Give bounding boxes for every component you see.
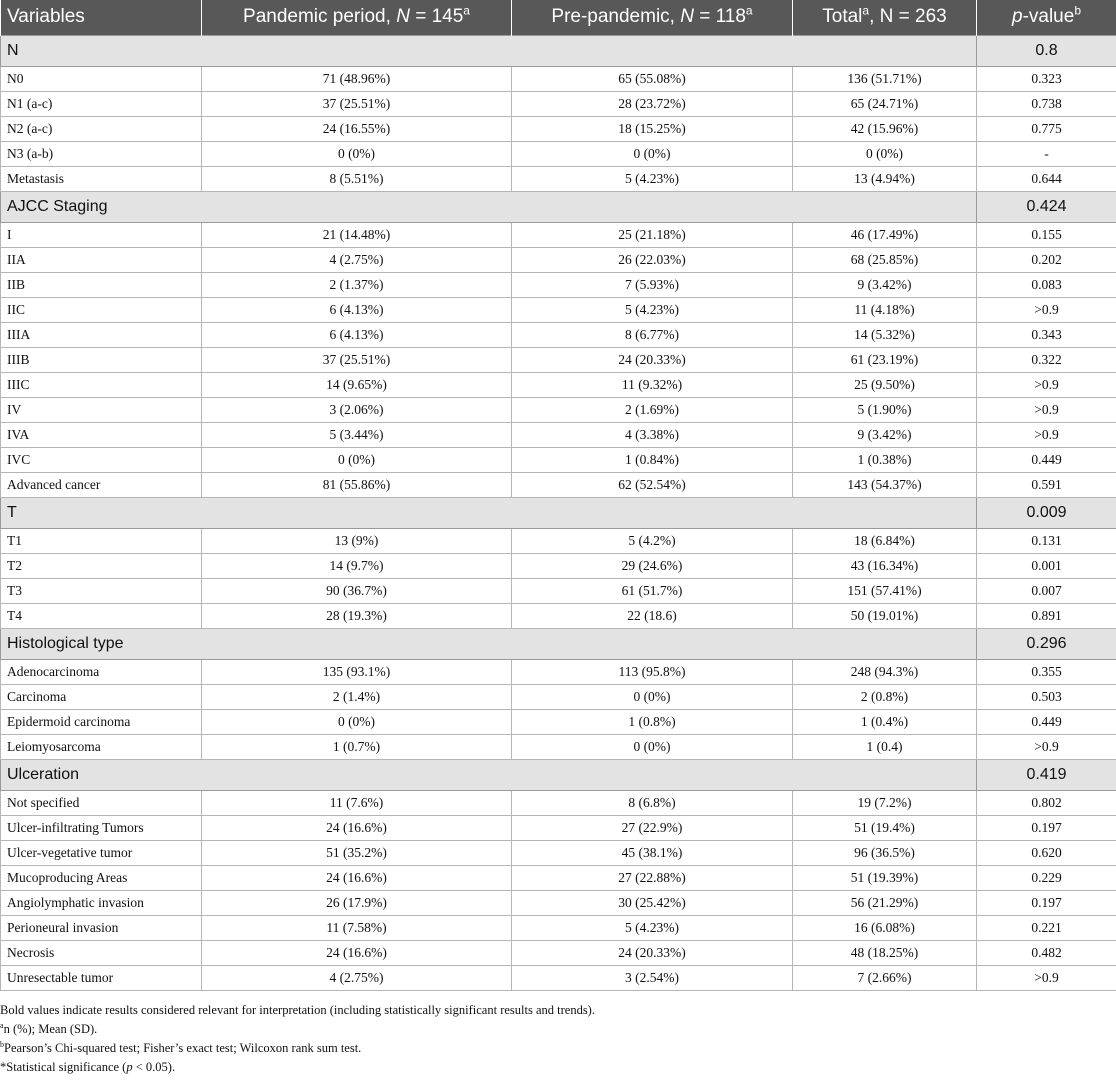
prepandemic-value: 0 (0%) xyxy=(512,141,793,166)
pandemic-value: 51 (35.2%) xyxy=(202,840,512,865)
table-row xyxy=(1,709,1116,734)
total-value: 16 (6.08%) xyxy=(793,915,977,940)
table-row xyxy=(1,272,1116,297)
footnotes xyxy=(0,1001,1116,1077)
prepandemic-value: 45 (38.1%) xyxy=(512,840,793,865)
p-value: 0.891 xyxy=(977,603,1116,628)
section-p-value: 0.424 xyxy=(977,191,1116,222)
table-row xyxy=(1,347,1116,372)
table-row xyxy=(1,322,1116,347)
pandemic-value: 0 (0%) xyxy=(202,709,512,734)
total-value: 2 (0.8%) xyxy=(793,684,977,709)
prepandemic-value: 3 (2.54%) xyxy=(512,965,793,990)
row-label: Ulcer-infiltrating Tumors xyxy=(1,815,202,840)
pandemic-value: 4 (2.75%) xyxy=(202,965,512,990)
row-label: T4 xyxy=(1,603,202,628)
pandemic-value: 26 (17.9%) xyxy=(202,890,512,915)
row-label: Angiolymphatic invasion xyxy=(1,890,202,915)
table-row xyxy=(1,659,1116,684)
p-value: >0.9 xyxy=(977,422,1116,447)
table-row xyxy=(1,472,1116,497)
section-header-row xyxy=(1,628,1116,659)
p-value: 0.131 xyxy=(977,528,1116,553)
table-row xyxy=(1,840,1116,865)
prepandemic-value: 27 (22.9%) xyxy=(512,815,793,840)
table-row xyxy=(1,865,1116,890)
pandemic-value: 24 (16.6%) xyxy=(202,865,512,890)
section-header-row xyxy=(1,35,1116,66)
p-value: 0.482 xyxy=(977,940,1116,965)
p-value: 0.620 xyxy=(977,840,1116,865)
p-value: >0.9 xyxy=(977,734,1116,759)
row-label: T2 xyxy=(1,553,202,578)
total-value: 56 (21.29%) xyxy=(793,890,977,915)
total-value: 61 (23.19%) xyxy=(793,347,977,372)
p-value: 0.355 xyxy=(977,659,1116,684)
table-row xyxy=(1,116,1116,141)
total-value: 5 (1.90%) xyxy=(793,397,977,422)
row-label: Perioneural invasion xyxy=(1,915,202,940)
table-row xyxy=(1,940,1116,965)
row-label: N3 (a-b) xyxy=(1,141,202,166)
table-row xyxy=(1,91,1116,116)
section-title: AJCC Staging xyxy=(1,191,977,222)
section-title: Ulceration xyxy=(1,759,977,790)
section-p-value: 0.8 xyxy=(977,35,1116,66)
pandemic-value: 24 (16.6%) xyxy=(202,815,512,840)
p-value: 0.155 xyxy=(977,222,1116,247)
prepandemic-value: 61 (51.7%) xyxy=(512,578,793,603)
p-value: 0.644 xyxy=(977,166,1116,191)
prepandemic-value: 113 (95.8%) xyxy=(512,659,793,684)
header-pvalue: p-value$^b$ xyxy=(977,0,1116,35)
table-header xyxy=(1,0,1116,35)
pandemic-value: 24 (16.6%) xyxy=(202,940,512,965)
table-row xyxy=(1,890,1116,915)
section-title: N xyxy=(1,35,977,66)
row-label: Metastasis xyxy=(1,166,202,191)
p-value: - xyxy=(977,141,1116,166)
p-value: 0.591 xyxy=(977,472,1116,497)
total-value: 25 (9.50%) xyxy=(793,372,977,397)
section-title: Histological type xyxy=(1,628,977,659)
p-value: 0.083 xyxy=(977,272,1116,297)
footnote-b: $^b$Pearson’s Chi-squared test; Fisher’s exact test; Wilcoxon rank sum test. xyxy=(0,1039,362,1055)
row-label: Epidermoid carcinoma xyxy=(1,709,202,734)
prepandemic-value: 0 (0%) xyxy=(512,734,793,759)
pandemic-value: 2 (1.37%) xyxy=(202,272,512,297)
prepandemic-value: 5 (4.23%) xyxy=(512,915,793,940)
row-label: IVA xyxy=(1,422,202,447)
footnote-significance: *Statistical significance (p < 0.05). xyxy=(0,1060,176,1074)
p-value: 0.001 xyxy=(977,553,1116,578)
prepandemic-value: 30 (25.42%) xyxy=(512,890,793,915)
prepandemic-value: 18 (15.25%) xyxy=(512,116,793,141)
pandemic-value: 13 (9%) xyxy=(202,528,512,553)
row-label: IIIB xyxy=(1,347,202,372)
total-value: 51 (19.39%) xyxy=(793,865,977,890)
table-row xyxy=(1,815,1116,840)
pandemic-value: 8 (5.51%) xyxy=(202,166,512,191)
prepandemic-value: 29 (24.6%) xyxy=(512,553,793,578)
prepandemic-value: 27 (22.88%) xyxy=(512,865,793,890)
table-row xyxy=(1,734,1116,759)
p-value: >0.9 xyxy=(977,372,1116,397)
header-pandemic: Pandemic period, $N = 145^a$ xyxy=(202,0,512,35)
total-value: 248 (94.3%) xyxy=(793,659,977,684)
prepandemic-value: 24 (20.33%) xyxy=(512,940,793,965)
total-value: 19 (7.2%) xyxy=(793,790,977,815)
row-label: IIB xyxy=(1,272,202,297)
table-row xyxy=(1,422,1116,447)
row-label: IVC xyxy=(1,447,202,472)
p-value: 0.802 xyxy=(977,790,1116,815)
row-label: N0 xyxy=(1,66,202,91)
section-p-value: 0.009 xyxy=(977,497,1116,528)
total-value: 136 (51.71%) xyxy=(793,66,977,91)
table-row xyxy=(1,447,1116,472)
p-value: 0.322 xyxy=(977,347,1116,372)
prepandemic-value: 65 (55.08%) xyxy=(512,66,793,91)
row-label: IIC xyxy=(1,297,202,322)
row-label: Mucoproducing Areas xyxy=(1,865,202,890)
row-label: N1 (a-c) xyxy=(1,91,202,116)
table-row xyxy=(1,297,1116,322)
p-value: 0.449 xyxy=(977,447,1116,472)
prepandemic-value: 4 (3.38%) xyxy=(512,422,793,447)
row-label: T1 xyxy=(1,528,202,553)
total-value: 11 (4.18%) xyxy=(793,297,977,322)
header-total: Total$^a$, N = 263 xyxy=(793,0,977,35)
section-p-value: 0.419 xyxy=(977,759,1116,790)
total-value: 46 (17.49%) xyxy=(793,222,977,247)
pandemic-value: 37 (25.51%) xyxy=(202,91,512,116)
prepandemic-value: 11 (9.32%) xyxy=(512,372,793,397)
table-row xyxy=(1,397,1116,422)
header-variables: Variables xyxy=(1,0,202,35)
row-label: Necrosis xyxy=(1,940,202,965)
row-label: IIA xyxy=(1,247,202,272)
row-label: IV xyxy=(1,397,202,422)
table-row xyxy=(1,553,1116,578)
pandemic-value: 2 (1.4%) xyxy=(202,684,512,709)
table-row xyxy=(1,915,1116,940)
table-row xyxy=(1,528,1116,553)
total-value: 1 (0.38%) xyxy=(793,447,977,472)
footnote-bold: Bold values indicate results considered relevant for interpretation (including statistically significant results and trends). xyxy=(0,1003,595,1017)
total-value: 48 (18.25%) xyxy=(793,940,977,965)
pandemic-value: 21 (14.48%) xyxy=(202,222,512,247)
row-label: IIIA xyxy=(1,322,202,347)
p-value: 0.197 xyxy=(977,890,1116,915)
p-value: 0.738 xyxy=(977,91,1116,116)
table-row xyxy=(1,965,1116,990)
prepandemic-value: 22 (18.6) xyxy=(512,603,793,628)
pandemic-value: 71 (48.96%) xyxy=(202,66,512,91)
table-row xyxy=(1,141,1116,166)
row-label: N2 (a-c) xyxy=(1,116,202,141)
total-value: 151 (57.41%) xyxy=(793,578,977,603)
total-value: 51 (19.4%) xyxy=(793,815,977,840)
table-row xyxy=(1,684,1116,709)
section-p-value: 0.296 xyxy=(977,628,1116,659)
row-label: Advanced cancer xyxy=(1,472,202,497)
pandemic-value: 14 (9.65%) xyxy=(202,372,512,397)
row-label: T3 xyxy=(1,578,202,603)
pandemic-value: 28 (19.3%) xyxy=(202,603,512,628)
p-value: 0.775 xyxy=(977,116,1116,141)
prepandemic-value: 0 (0%) xyxy=(512,684,793,709)
total-value: 43 (16.34%) xyxy=(793,553,977,578)
table-body xyxy=(1,35,1116,990)
row-label: Carcinoma xyxy=(1,684,202,709)
p-value: 0.503 xyxy=(977,684,1116,709)
p-value: >0.9 xyxy=(977,397,1116,422)
table-row xyxy=(1,66,1116,91)
table-row xyxy=(1,603,1116,628)
table-row xyxy=(1,222,1116,247)
pandemic-value: 6 (4.13%) xyxy=(202,322,512,347)
pandemic-value: 11 (7.58%) xyxy=(202,915,512,940)
p-value: 0.343 xyxy=(977,322,1116,347)
prepandemic-value: 1 (0.84%) xyxy=(512,447,793,472)
pandemic-value: 4 (2.75%) xyxy=(202,247,512,272)
row-label: Ulcer-vegetative tumor xyxy=(1,840,202,865)
p-value: 0.323 xyxy=(977,66,1116,91)
pandemic-value: 0 (0%) xyxy=(202,447,512,472)
pandemic-value: 6 (4.13%) xyxy=(202,297,512,322)
p-value: 0.229 xyxy=(977,865,1116,890)
total-value: 13 (4.94%) xyxy=(793,166,977,191)
p-value: 0.221 xyxy=(977,915,1116,940)
table-row xyxy=(1,790,1116,815)
pandemic-value: 3 (2.06%) xyxy=(202,397,512,422)
pandemic-value: 0 (0%) xyxy=(202,141,512,166)
row-label: Adenocarcinoma xyxy=(1,659,202,684)
table-row xyxy=(1,372,1116,397)
total-value: 65 (24.71%) xyxy=(793,91,977,116)
table-row xyxy=(1,578,1116,603)
row-label: Not specified xyxy=(1,790,202,815)
pandemic-value: 135 (93.1%) xyxy=(202,659,512,684)
row-label: Unresectable tumor xyxy=(1,965,202,990)
prepandemic-value: 62 (52.54%) xyxy=(512,472,793,497)
pandemic-value: 5 (3.44%) xyxy=(202,422,512,447)
total-value: 9 (3.42%) xyxy=(793,422,977,447)
p-value: 0.007 xyxy=(977,578,1116,603)
prepandemic-value: 24 (20.33%) xyxy=(512,347,793,372)
prepandemic-value: 2 (1.69%) xyxy=(512,397,793,422)
pandemic-value: 90 (36.7%) xyxy=(202,578,512,603)
total-value: 96 (36.5%) xyxy=(793,840,977,865)
p-value: 0.202 xyxy=(977,247,1116,272)
p-value: 0.197 xyxy=(977,815,1116,840)
prepandemic-value: 26 (22.03%) xyxy=(512,247,793,272)
prepandemic-value: 7 (5.93%) xyxy=(512,272,793,297)
pandemic-value: 37 (25.51%) xyxy=(202,347,512,372)
section-title: T xyxy=(1,497,977,528)
prepandemic-value: 25 (21.18%) xyxy=(512,222,793,247)
section-header-row xyxy=(1,759,1116,790)
prepandemic-value: 5 (4.2%) xyxy=(512,528,793,553)
total-value: 42 (15.96%) xyxy=(793,116,977,141)
row-label: Leiomyosarcoma xyxy=(1,734,202,759)
total-value: 0 (0%) xyxy=(793,141,977,166)
total-value: 50 (19.01%) xyxy=(793,603,977,628)
section-header-row xyxy=(1,191,1116,222)
footnote-a: $^a$n (%); Mean (SD). xyxy=(0,1020,98,1036)
total-value: 9 (3.42%) xyxy=(793,272,977,297)
total-value: 1 (0.4%) xyxy=(793,709,977,734)
prepandemic-value: 28 (23.72%) xyxy=(512,91,793,116)
total-value: 7 (2.66%) xyxy=(793,965,977,990)
row-label: IIIC xyxy=(1,372,202,397)
row-label: I xyxy=(1,222,202,247)
total-value: 1 (0.4) xyxy=(793,734,977,759)
table-row xyxy=(1,166,1116,191)
prepandemic-value: 5 (4.23%) xyxy=(512,166,793,191)
pandemic-value: 81 (55.86%) xyxy=(202,472,512,497)
pandemic-value: 11 (7.6%) xyxy=(202,790,512,815)
prepandemic-value: 1 (0.8%) xyxy=(512,709,793,734)
table-row xyxy=(1,247,1116,272)
prepandemic-value: 8 (6.8%) xyxy=(512,790,793,815)
pandemic-value: 14 (9.7%) xyxy=(202,553,512,578)
total-value: 18 (6.84%) xyxy=(793,528,977,553)
section-header-row xyxy=(1,497,1116,528)
p-value: >0.9 xyxy=(977,297,1116,322)
p-value: 0.449 xyxy=(977,709,1116,734)
p-value: >0.9 xyxy=(977,965,1116,990)
total-value: 68 (25.85%) xyxy=(793,247,977,272)
prepandemic-value: 8 (6.77%) xyxy=(512,322,793,347)
total-value: 14 (5.32%) xyxy=(793,322,977,347)
pandemic-value: 24 (16.55%) xyxy=(202,116,512,141)
prepandemic-value: 5 (4.23%) xyxy=(512,297,793,322)
header-prepandemic: Pre-pandemic, $N = 118^a$ xyxy=(512,0,793,35)
total-value: 143 (54.37%) xyxy=(793,472,977,497)
pandemic-value: 1 (0.7%) xyxy=(202,734,512,759)
